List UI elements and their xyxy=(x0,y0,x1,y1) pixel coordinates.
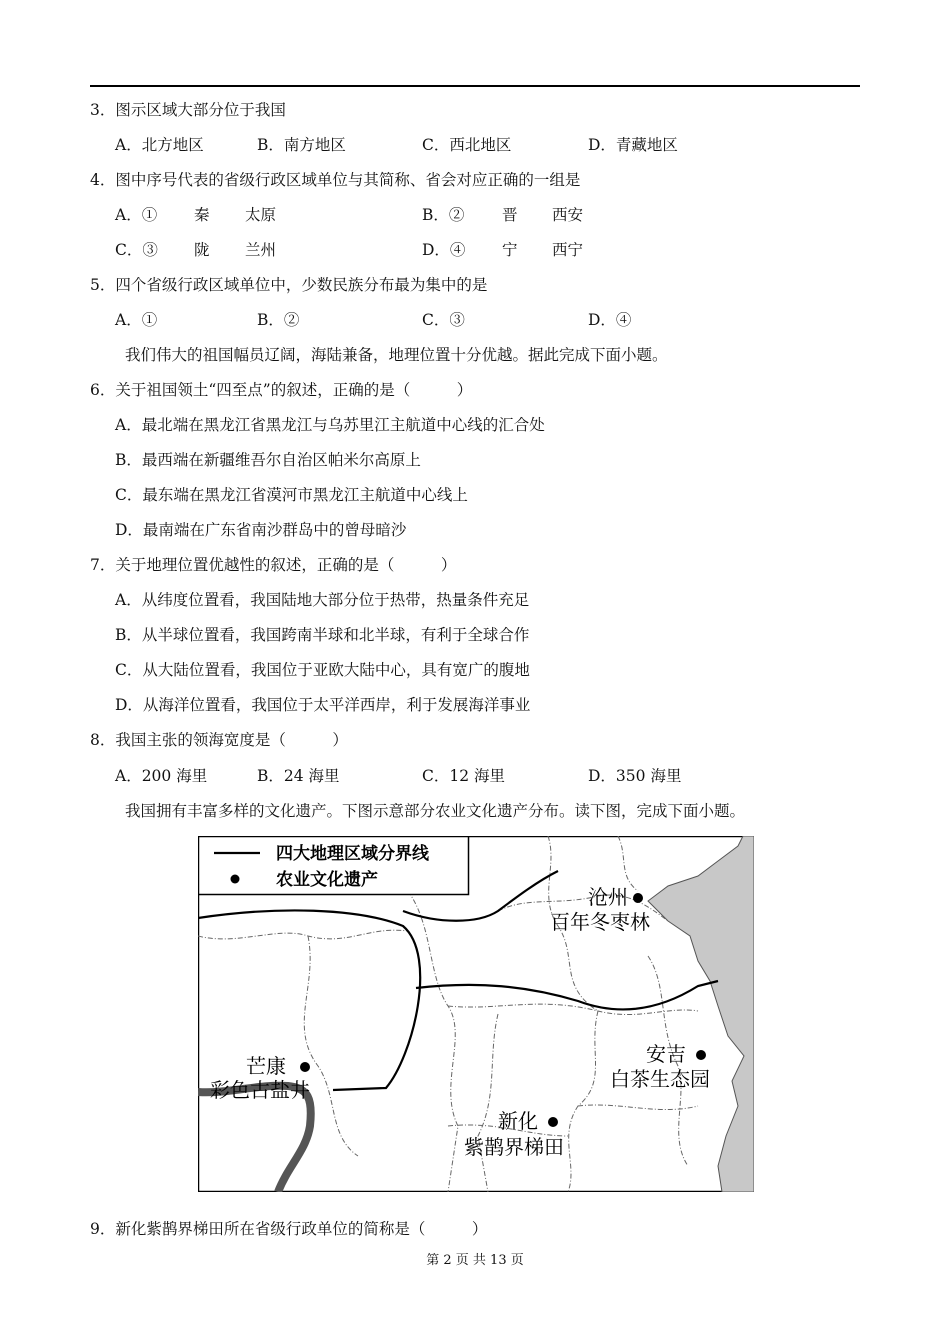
site-xinhua-dot xyxy=(548,1117,558,1127)
q3-option-d: D．青藏地区 xyxy=(588,136,678,154)
site-anji-dot xyxy=(696,1050,706,1060)
q8-option-b: B．24 海里 xyxy=(257,767,340,785)
q3-option-b: B．南方地区 xyxy=(257,136,346,154)
site-anji-city: 安吉 xyxy=(646,1042,686,1066)
q7-option-c: C．从大陆位置看，我国位于亚欧大陆中心，具有宽广的腹地 xyxy=(115,661,530,679)
q4-option-a-abbr: 秦 xyxy=(194,206,210,224)
q4-option-a-key: A．① xyxy=(115,206,158,224)
site-cangzhou-city: 沧州 xyxy=(588,885,628,909)
q4-option-d-capital: 西宁 xyxy=(552,241,584,259)
q3-option-c: C．西北地区 xyxy=(422,136,512,154)
site-anji-name: 白茶生态园 xyxy=(610,1067,710,1091)
legend-dot-icon xyxy=(231,875,240,884)
site-xinhua-name: 紫鹊界梯田 xyxy=(464,1135,564,1159)
site-cangzhou-dot xyxy=(633,893,643,903)
legend-boundary-label: 四大地理区域分界线 xyxy=(276,844,429,864)
q5-option-c: C．③ xyxy=(422,311,465,329)
q4-option-b-abbr: 晋 xyxy=(502,206,518,224)
intro-paragraph-2: 我国拥有丰富多样的文化遗产。下图示意部分农业文化遗产分布。读下图，完成下面小题。 xyxy=(125,802,746,820)
question-8-stem: 8．我国主张的领海宽度是（ ） xyxy=(90,731,348,749)
q4-option-c-capital: 兰州 xyxy=(245,241,277,259)
question-7-stem: 7．关于地理位置优越性的叙述，正确的是（ ） xyxy=(90,556,457,574)
q4-option-c-abbr: 陇 xyxy=(194,241,210,259)
q8-option-c: C．12 海里 xyxy=(422,767,506,785)
site-cangzhou-name: 百年冬枣林 xyxy=(550,910,650,934)
q4-option-c-key: C．③ xyxy=(115,241,158,259)
q4-option-d-abbr: 宁 xyxy=(502,241,518,259)
site-xinhua-city: 新化 xyxy=(498,1109,538,1133)
q8-option-a: A．200 海里 xyxy=(115,767,208,785)
q4-option-d-key: D．④ xyxy=(422,241,466,259)
q6-option-b: B．最西端在新疆维吾尔自治区帕米尔高原上 xyxy=(115,451,421,469)
header-rule xyxy=(90,85,860,87)
q4-option-b-capital: 西安 xyxy=(552,206,584,224)
page-footer: 第 2 页 共 13 页 xyxy=(426,1253,524,1268)
q7-option-a: A．从纬度位置看，我国陆地大部分位于热带，热量条件充足 xyxy=(115,591,530,609)
q4-option-a-capital: 太原 xyxy=(245,206,277,224)
question-6-stem: 6．关于祖国领土“四至点”的叙述，正确的是（ ） xyxy=(90,381,473,399)
q6-option-c: C．最东端在黑龙江省漠河市黑龙江主航道中心线上 xyxy=(115,486,468,504)
q5-option-a: A．① xyxy=(115,311,158,329)
site-mangkang-city: 芒康 xyxy=(246,1054,286,1078)
q5-option-d: D．④ xyxy=(588,311,632,329)
q3-option-a: A．北方地区 xyxy=(115,136,204,154)
site-mangkang-name: 彩色古盐井 xyxy=(210,1078,310,1102)
legend-heritage-label: 农业文化遗产 xyxy=(276,870,378,890)
question-4-stem: 4．图中序号代表的省级行政区域单位与其简称、省会对应正确的一组是 xyxy=(90,171,581,189)
question-5-stem: 5．四个省级行政区域单位中，少数民族分布最为集中的是 xyxy=(90,276,488,294)
q6-option-a: A．最北端在黑龙江省黑龙江与乌苏里江主航道中心线的汇合处 xyxy=(115,416,545,434)
question-9-stem: 9．新化紫鹊界梯田所在省级行政单位的简称是（ ） xyxy=(90,1220,488,1238)
q7-option-d: D．从海洋位置看，我国位于太平洋西岸，利于发展海洋事业 xyxy=(115,696,531,714)
heritage-map xyxy=(198,836,754,1192)
intro-paragraph-1: 我们伟大的祖国幅员辽阔，海陆兼备，地理位置十分优越。据此完成下面小题。 xyxy=(125,346,668,364)
q7-option-b: B．从半球位置看，我国跨南半球和北半球，有利于全球合作 xyxy=(115,626,530,644)
site-mangkang-dot xyxy=(300,1062,310,1072)
q8-option-d: D．350 海里 xyxy=(588,767,682,785)
q4-option-b-key: B．② xyxy=(422,206,465,224)
q6-option-d: D．最南端在广东省南沙群岛中的曾母暗沙 xyxy=(115,521,407,539)
question-3-stem: 3．图示区域大部分位于我国 xyxy=(90,101,286,119)
q5-option-b: B．② xyxy=(257,311,300,329)
